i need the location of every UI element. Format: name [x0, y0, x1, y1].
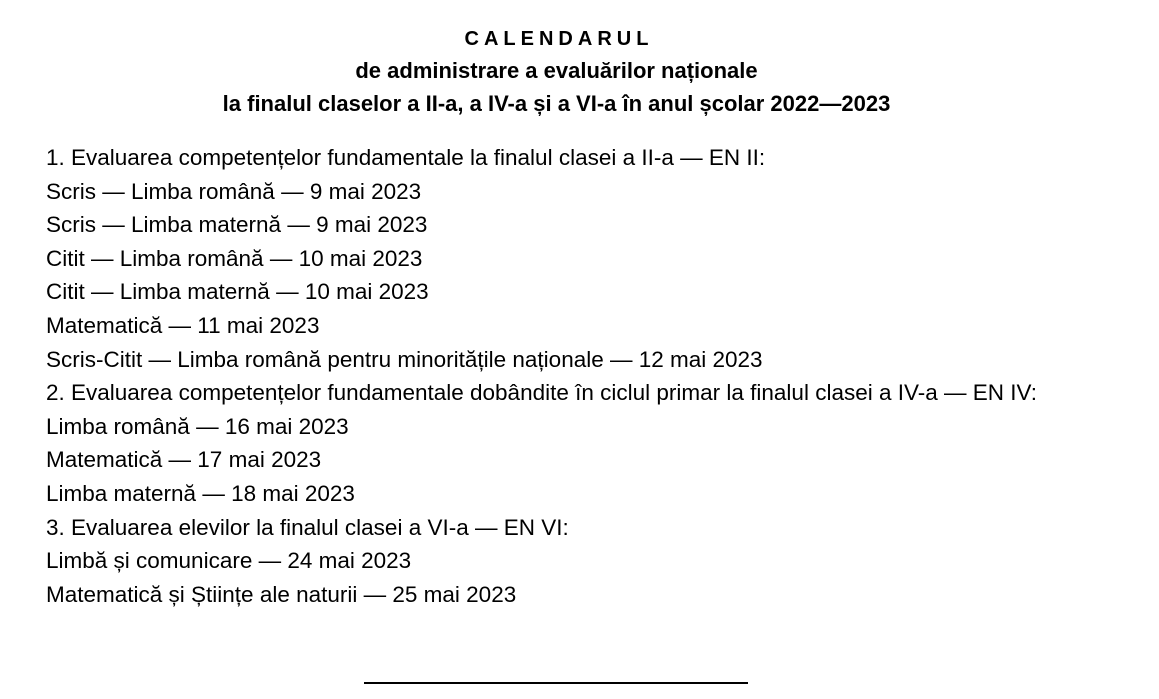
schedule-item: Limbă și comunicare — 24 mai 2023 [46, 548, 412, 574]
document-subtitle-line-2: la finalul claselor a II-a, a IV-a și a VI-a în anul școlar 2022—2023 [222, 91, 891, 116]
section-1-heading: 1. Evaluarea competențelor fundamentale la finalul clasei a II-a — EN II: [46, 145, 766, 170]
footer-divider [364, 682, 748, 684]
schedule-item: Limba maternă — 18 mai 2023 [46, 480, 355, 506]
schedule-item: Matematică — 11 mai 2023 [46, 312, 320, 338]
schedule-item: Scris — Limba română — 9 mai 2023 [46, 178, 422, 204]
schedule-item: Limba română — 16 mai 2023 [46, 413, 349, 439]
schedule-item: Citit — Limba română — 10 mai 2023 [46, 245, 423, 271]
schedule-item: Scris-Citit — Limba română pentru minoritățile naționale — 12 mai 2023 [46, 346, 763, 372]
section-3-heading: 3. Evaluarea elevilor la finalul clasei a VI-a — EN VI: [46, 514, 569, 540]
schedule-item: Matematică și Științe ale naturii — 25 mai 2023 [46, 581, 517, 607]
document-header [0, 24, 1113, 120]
schedule-item: Matematică — 17 mai 2023 [46, 447, 322, 473]
section-2-heading: 2. Evaluarea competențelor fundamentale dobândite în ciclul primar la finalul clasei a IV-a — EN IV: [46, 380, 1037, 406]
document-subtitle-line-1: de administrare a evaluărilor naționale [355, 58, 758, 83]
document-title: CALENDARUL [464, 28, 654, 50]
schedule-item: Citit — Limba maternă — 10 mai 2023 [46, 279, 429, 305]
calendar-body [46, 141, 1146, 611]
schedule-item: Scris — Limba maternă — 9 mai 2023 [46, 212, 428, 238]
